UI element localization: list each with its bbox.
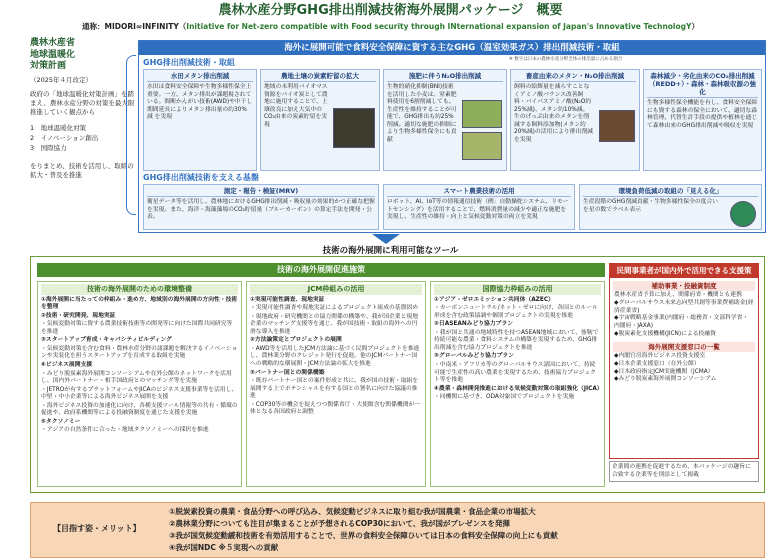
label-badge-icon xyxy=(730,201,756,227)
col-jcm xyxy=(246,281,426,487)
col-item: ・同機関に基づき、ODA対象国でプロジェクトを実施 xyxy=(434,394,575,401)
col-item: ④ビジネス展開支援 xyxy=(41,362,93,368)
card-title: スマート農業技術の活用 xyxy=(387,187,571,197)
company-note: 企業間の連携を促進するため、本パッケージの趣旨に合致する企業等を別添として掲載 xyxy=(609,461,759,482)
col-item: ・気候変動対策に資する農業技術技術等の開発等に向けた国際共同研究等を推進 xyxy=(41,321,233,335)
card-title: 畜産由来のメタン・N₂O排出削減 xyxy=(514,72,636,82)
col-item: ③スタートアップ育成・キャパシティビルディング xyxy=(41,337,172,344)
card-body: 生物的硝化抑制(BNI)技術を活用した小麦は、窒素肥料使用を6割削減しても、生産性を維持することが可能で、GHG排出も約25%削減。適切な施肥の抑制により生物多様性保全にも貢献 xyxy=(387,84,457,143)
card-title: 測定・報告・検証(MRV) xyxy=(147,187,375,197)
col-item: ・我が国と共通の地域特性を持つASEAN地域において、強靭で持続可能な農業・食料システムの構築を実現するため、GHG排出削減を含む協力プロジェクトを推進 xyxy=(434,329,599,351)
left-list-item: 1 地球温暖化対策 xyxy=(30,124,87,133)
card-forest-redd xyxy=(643,69,762,171)
card-mrv xyxy=(143,184,379,230)
benefit-item: ③我が国気候変動緩和技術を有効活用することで、世界の食料安全保障ひいては日本の食料安全保障の向上にも貢献 xyxy=(169,531,558,540)
biochar-photo xyxy=(333,108,375,148)
benefit-item: ①脱炭素投資の農業・食品分野への呼び込み、気候変動ビジネスに取り組む我が国農業・食品企業の市場拡大 xyxy=(169,507,536,516)
col-item: ①アジア・ゼロエミッション共同体（AZEC） xyxy=(434,296,554,303)
col-item: ①海外展開に当たっての枠組み・進め方、地域別の海外展開の方向性・技術を整理 xyxy=(41,296,238,311)
subtitle-prefix: 通称：MIDORI∞INFINITY（ xyxy=(82,22,187,31)
card-body: 生産段階のGHG削減貢献・生物多様性保全の度合いを星の数でラベル表示 xyxy=(583,199,719,213)
benefits-label: 【目指す姿・メリット】 xyxy=(53,524,141,533)
subsidy-section-title: 補助事業・投融資制度 xyxy=(613,281,755,291)
left-date: （2025年４月改定） xyxy=(30,76,93,85)
card-title: 施肥に伴うN₂O排出削減 xyxy=(387,72,503,82)
section-foundation: GHG排出削減技術を支える基盤 xyxy=(143,173,259,182)
benefit-item: ②農林業分野についても注目が集まることが予想されるCOP30において、我が国がプレゼンスを発揮 xyxy=(169,519,510,528)
card-body: 衛星データ等を活用し、農林地におけるGHG排出削減・吸収量の効果的かつ正確な把握を実現。また、海洋・海藻藻場のCO₂貯留量（ブルーカーボン）の算定手法を開発・公表。 xyxy=(147,199,375,221)
subsidy-item: 農林水産省予算に加え、関係府省・機関とも連携 xyxy=(614,291,742,298)
col-item: ・海外ビジネス投資の加速化に向け、各種支援ツール情報等の共有・循環の促進や、政府系機関等による投融資制度を通じた支援を実施 xyxy=(41,402,238,417)
col-item: ・中南米・アフリカ等のグローバルサウス諸国において、持続可能で生産性の高い農業を実現するため、技術協力プロジェクト等を推進 xyxy=(434,362,596,384)
col-item: ・カーボンニュートラル/ネット・ゼロに向け、各国とのルール形成を含む政策協調や個別プロジェクトの実現を推進 xyxy=(434,305,598,319)
contact-item: ◆日本企業支援窓口（在外公館） xyxy=(614,360,700,367)
card-title: 農地土壌の炭素貯留の拡大 xyxy=(264,72,376,82)
contact-item: ◆みどり脱炭素海外展開コンソーシアム xyxy=(614,376,717,383)
subsidy-item: ◆宇宙戦略基金事業(内閣府・総務省・文部科学省・内閣府・JAXA) xyxy=(614,315,749,330)
wheat-field-photo xyxy=(462,100,502,128)
page-title: 農林水産分野GHG排出削減技術海外展開パッケージ 概要 xyxy=(218,3,563,18)
contact-item: ◆日本政府指定JCM実施機関（JCMA） xyxy=(614,368,714,375)
contact-item: ◆内閣官房海外ビジネス投資支援室 xyxy=(614,352,706,359)
card-title: 森林減少・劣化由来のCO₂排出削減（REDD+）・森林・森林吸収源の強化 xyxy=(647,72,758,98)
card-body: ロボット、AI、IoT等の情報通信技術（例：自動操舵システム、リモートセンシング）を活用することで、燃料消費量の減少や適正な施肥を実現し、生産性の維持・向上と気候変動対策の両立を実現 xyxy=(387,199,569,221)
col-environment xyxy=(37,281,242,487)
left-title: 農林水産省 地球温暖化 対策計画 xyxy=(30,38,76,72)
wheat-crop-photo xyxy=(462,132,502,160)
col-item: ・AWD等を活用したJCM方法論に基づく民間プロジェクトを推進し、農林業分野のクレジット発行を促進。他のJCMパートナー国への戦略的な横展開・JCM方法論の拡大を推進 xyxy=(250,345,420,367)
top-banner: 海外に展開可能で食料安全保障に資する主なGHG（温室効果ガス）排出削減技術・取組 xyxy=(139,41,765,55)
subtitle-suffix: ） xyxy=(691,22,699,31)
col-international xyxy=(430,281,605,487)
col-item: ④農業・森林開発推進における気候変動対策の取組強化（JICA） xyxy=(434,385,603,392)
col-item: ・アジアの自然条件に合った・地域タクソノミーへの採択を推進 xyxy=(41,427,209,434)
col-title: JCM枠組みの活用 xyxy=(250,284,422,295)
card-smart-agri xyxy=(383,184,575,230)
card-fertilizer-n2o xyxy=(383,69,507,171)
col-item: ②方法論策定とプロジェクトの展開 xyxy=(250,337,342,344)
top-technologies-frame xyxy=(138,40,766,233)
card-body: 生物多様性保全機能を有し、食料安全保障にも資する森林の保全において、適切な森林管理、代替生計手段の提供や植林を通じて森林由来のGHG排出削減や吸収を実現 xyxy=(647,100,758,129)
left-brace xyxy=(126,55,136,215)
benefits-box xyxy=(30,502,765,558)
card-title: 水田メタン排出削減 xyxy=(147,72,253,82)
col-title: 技術の海外展開のための環境整備 xyxy=(41,284,238,295)
left-paragraph-1: 政府の「地球温暖化対策計画」を踏まえ、農林水産分野の対策を最大限推進していく観点から xyxy=(30,90,135,116)
section-ghg-reduction: GHG排出削減技術・取組 xyxy=(143,58,235,67)
subtitle-body: Initiative for Net-zero compatible with Food security through INternational expansion of Japan's Innovative TechnologY xyxy=(186,22,692,31)
col-item: ①実現可能性調査、現地実証 xyxy=(250,296,325,303)
cattle-photo xyxy=(599,110,635,142)
col-item: ③パートナー国との関係構築 xyxy=(250,369,325,376)
card-body: 飼料の給餌量を減らすことなくアミノ酸バランス改善飼料・バイパスアミノ酸(N₂O約25%減)、メタン約10%減。牛のげっぷ由来のメタンを削減する飼料添加物(メタン約20%減)の活用により排出削減を実現 xyxy=(514,84,593,143)
card-livestock-methane xyxy=(510,69,640,171)
card-visualization xyxy=(579,184,762,230)
col-title: 国際協力枠組みの活用 xyxy=(434,284,601,295)
benefit-item: ④我が国NDC ※５実現への貢献 xyxy=(169,543,279,552)
col-item: ⑤タクソノミー xyxy=(41,418,81,425)
col-item: ・みどり脱炭素海外展開コンソーシアムや在外公館のネットワークを活用し、国内外パートナー・相手国政府とのマッチング等を実施 xyxy=(41,370,232,385)
green-banner: 技術の海外展開促進施策 xyxy=(37,263,605,277)
down-arrow-icon xyxy=(372,234,400,244)
private-support-box xyxy=(609,263,759,459)
left-list-item: 2 イノベーション創出 xyxy=(30,134,99,143)
left-paragraph-2: をりまとめ、技術を活用し、取組の拡大・普及を推進 xyxy=(30,161,134,179)
col-item: ②技術・研究開発、現地実証 xyxy=(41,312,116,319)
col-item: ・現地政府・研究機関との協力関係の構築や、我が国企業と現地企業のマッチング支援等を通じ、我が国技術・取組の海外への円滑な導入を推進 xyxy=(250,313,418,335)
left-list xyxy=(30,124,140,153)
subsidy-item: ◆グローバルサウス未来志向型共創等事業費補助金(経済産業省) xyxy=(614,299,754,314)
contacts-section-title: 海外展開支援窓口の一覧 xyxy=(613,342,755,352)
page-subtitle xyxy=(0,22,781,31)
card-body: 水田は食料安全保障や生物多様性保全上重要。一方、メタン排出が課題視されている。間断かんがい技術(AWD)や中干し期間延長によりメタン排出量の約30% 減 を実現 xyxy=(147,84,253,121)
col-item: ③グローバルみどり協力プラン xyxy=(434,353,514,360)
left-column xyxy=(30,38,140,233)
left-list-item: 3 国際協力 xyxy=(30,143,67,152)
col-item: ・実現可能性調査や現地実証によるプロジェクト組成の基盤固め xyxy=(250,305,418,312)
card-body: 地域の未利用バイオマス資源をバイオ炭として農地に施用することで、土壌改良に加え大気中のCO₂由来の炭素貯留を実現 xyxy=(264,84,328,128)
card-soil-carbon xyxy=(260,69,380,171)
col-item: ・JETROが有するプラットフォームやJICAのビジネス支援事業等を活用し、中堅・中小企業等による海外ビジネス展開を支援 xyxy=(41,386,238,401)
tools-header: 技術の海外展開に利用可能なツール xyxy=(322,246,459,256)
red-banner: 民間事業者が国内外で活用できる支援策 xyxy=(610,264,758,278)
card-paddy-methane xyxy=(143,69,257,171)
top-footnote: ※ 数字は日本の農林水産分野全体の排出量に占める割合 xyxy=(509,57,623,62)
col-item: ・COP30等の機会を捉えつつ関係省庁・大使館含む関係機関が一体となる各国政府と調整 xyxy=(250,401,421,416)
col-item: ・既存パートナー国との案件形成と共に、我が国の技術・取組を展開する上でポテンシャルを有する国との署名に向けた協議の推進 xyxy=(250,378,419,400)
tools-frame xyxy=(30,256,765,493)
card-title: 環境負荷低減の取組の「見える化」 xyxy=(583,187,758,197)
col-item: ・気候変動対策を含む食料・農林水産分野の諸課題を解決するイノベーションや実装化を担うスタートアップを育成する取組を実施 xyxy=(41,345,238,360)
col-item: ②日ASEANみどり協力プラン xyxy=(434,321,514,328)
subsidy-item: ◆脱炭素化支援機構(JICN)による投融資 xyxy=(614,330,716,337)
